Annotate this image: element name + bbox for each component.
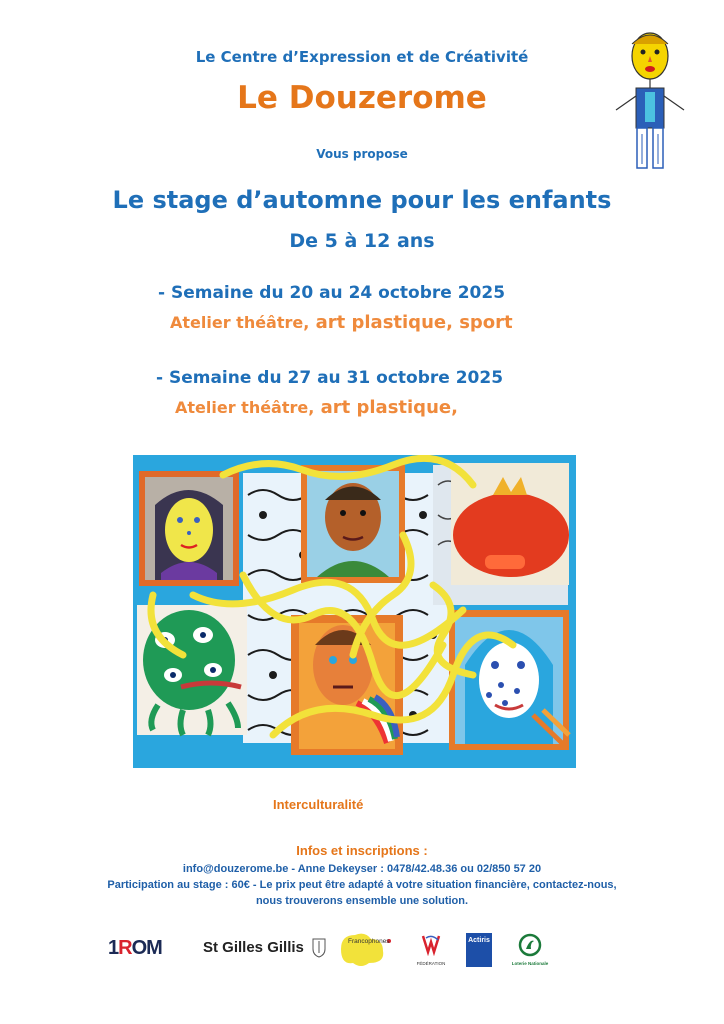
organisation-name: Le Centre d’Expression et de Créativité xyxy=(195,48,529,66)
week-1-label: - Semaine du 20 au 24 octobre 2025 xyxy=(158,283,506,303)
logo-1rom-suffix: OM xyxy=(131,937,162,959)
contact-line: info@douzerome.be - Anne Dekeyser : 0478/42.48.36 ou 02/850 57 20 xyxy=(182,863,542,875)
francophones-blob-icon xyxy=(337,931,397,967)
week-2-activities xyxy=(175,397,458,418)
francophones-label: Francophones xyxy=(348,938,390,945)
week-2-activity-rest: art plastique, xyxy=(314,397,458,418)
children-portraits-collage xyxy=(133,455,576,768)
week-1-activity-rest: art plastique, sport xyxy=(309,312,513,333)
federation-wb-icon xyxy=(420,932,442,956)
loterie-nationale-icon xyxy=(518,933,542,957)
price-line-2: nous trouverons ensemble une solution. xyxy=(255,895,469,907)
logo-1rom-r: R xyxy=(118,937,132,959)
logo-actiris: Actiris xyxy=(466,933,492,967)
week-1-activity-main: Atelier théâtre, xyxy=(170,313,310,332)
loterie-label: Loterie Nationale xyxy=(511,961,549,966)
sponsor-logos xyxy=(0,930,724,970)
logo-loterie-nationale xyxy=(510,933,550,966)
logo-1rom xyxy=(108,937,162,960)
logo-st-gilles: St Gilles Gillis xyxy=(203,939,304,956)
week-2-label: - Semaine du 27 au 31 octobre 2025 xyxy=(156,368,504,388)
age-range: De 5 à 12 ans xyxy=(289,230,435,252)
propose-text: Vous propose xyxy=(316,147,408,161)
stage-title: Le stage d’automne pour les enfants xyxy=(112,186,612,214)
page-title: Le Douzerome xyxy=(237,80,487,116)
theme-label: Interculturalité xyxy=(273,797,364,812)
logo-federation xyxy=(412,932,450,966)
st-gilles-crest-icon xyxy=(312,936,326,958)
federation-label: FÉDÉRATION xyxy=(416,961,446,966)
price-line-1: Participation au stage : 60€ - Le prix peut être adapté à votre situation financière, contactez-nous, xyxy=(107,879,617,891)
logo-francophones xyxy=(337,931,397,971)
week-1-activities xyxy=(170,312,513,333)
collage-artwork xyxy=(133,455,576,768)
infos-heading: Infos et inscriptions : xyxy=(296,843,428,858)
logo-1rom-prefix: 1 xyxy=(108,937,119,959)
week-2-activity-main: Atelier théâtre, xyxy=(175,398,315,417)
